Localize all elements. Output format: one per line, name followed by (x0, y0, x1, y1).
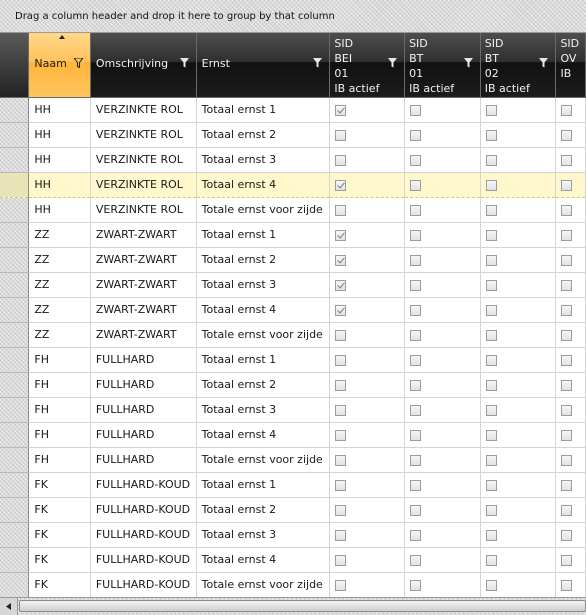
ib-actief-checkbox[interactable] (335, 380, 346, 391)
cell-ib-actief (480, 97, 556, 122)
column-header-sid-bei-01[interactable] (330, 33, 405, 97)
ib-actief-checkbox[interactable] (561, 505, 572, 516)
ib-actief-checkbox[interactable] (561, 255, 572, 266)
cell-ernst[interactable]: Totaal ernst 1 (196, 97, 330, 122)
scrollbar-thumb[interactable] (19, 600, 586, 612)
ib-actief-checkbox[interactable] (561, 155, 572, 166)
table-row[interactable] (0, 422, 586, 447)
cell-ernst[interactable]: Totaal ernst 4 (196, 422, 330, 447)
ib-actief-checkbox[interactable] (561, 105, 572, 116)
column-header-sid-bt-01[interactable] (405, 33, 481, 97)
ib-actief-checkbox[interactable] (410, 105, 421, 116)
ib-actief-checkbox[interactable] (486, 555, 497, 566)
row-indicator[interactable] (0, 572, 29, 597)
cell-omschrijving[interactable]: VERZINKTE ROL (90, 147, 196, 172)
cell-naam[interactable]: HH (29, 97, 90, 122)
cell-naam[interactable]: ZZ (29, 272, 90, 297)
row-indicator[interactable] (0, 422, 29, 447)
cell-naam[interactable]: FK (29, 497, 90, 522)
ib-actief-checkbox[interactable] (561, 355, 572, 366)
scroll-left-button[interactable] (0, 598, 18, 615)
cell-ernst[interactable]: Totaal ernst 2 (196, 122, 330, 147)
cell-ib-actief (556, 147, 586, 172)
ib-actief-checkbox[interactable] (335, 580, 346, 591)
table-row[interactable] (0, 247, 586, 272)
cell-omschrijving[interactable]: FULLHARD-KOUD (90, 472, 196, 497)
cell-ib-actief (556, 222, 586, 247)
ib-actief-checkbox[interactable] (335, 205, 346, 216)
table-row[interactable] (0, 347, 586, 372)
cell-omschrijving[interactable]: ZWART-ZWART (90, 297, 196, 322)
ib-actief-checkbox[interactable] (410, 255, 421, 266)
ib-actief-checkbox[interactable] (410, 155, 421, 166)
cell-ib-actief (480, 447, 556, 472)
table-row[interactable] (0, 497, 586, 522)
ib-actief-checkbox[interactable] (561, 430, 572, 441)
ib-actief-checkbox[interactable] (335, 455, 346, 466)
cell-omschrijving[interactable]: FULLHARD-KOUD (90, 572, 196, 597)
ib-actief-checkbox[interactable] (561, 380, 572, 391)
cell-naam[interactable]: HH (29, 122, 90, 147)
cell-ib-actief (330, 147, 405, 172)
row-indicator[interactable] (0, 447, 29, 472)
ib-actief-checkbox[interactable] (335, 355, 346, 366)
table-row[interactable] (0, 397, 586, 422)
cell-ib-actief (405, 297, 481, 322)
cell-ib-actief (330, 397, 405, 422)
cell-ib-actief (556, 122, 586, 147)
ib-actief-checkbox[interactable] (335, 405, 346, 416)
ib-actief-checkbox[interactable] (486, 105, 497, 116)
cell-ib-actief (480, 272, 556, 297)
ib-actief-checkbox[interactable] (486, 330, 497, 341)
ib-actief-checkbox[interactable] (410, 205, 421, 216)
cell-ib-actief (405, 397, 481, 422)
header-row (0, 33, 586, 97)
cell-ib-actief (556, 347, 586, 372)
cell-naam[interactable]: ZZ (29, 222, 90, 247)
cell-ib-actief (330, 472, 405, 497)
row-indicator[interactable] (0, 247, 29, 272)
row-indicator[interactable] (0, 497, 29, 522)
ib-actief-checkbox[interactable] (335, 255, 346, 266)
ib-actief-checkbox[interactable] (561, 305, 572, 316)
cell-ernst[interactable]: Totale ernst voor zijde (196, 197, 330, 222)
column-header-ernst[interactable] (196, 33, 330, 97)
cell-omschrijving[interactable]: FULLHARD-KOUD (90, 497, 196, 522)
table-row[interactable] (0, 372, 586, 397)
row-indicator[interactable] (0, 197, 29, 222)
cell-omschrijving[interactable]: FULLHARD (90, 397, 196, 422)
cell-ernst[interactable]: Totale ernst voor zijde (196, 572, 330, 597)
row-indicator[interactable] (0, 97, 29, 122)
cell-ib-actief (480, 147, 556, 172)
cell-naam[interactable]: FK (29, 472, 90, 497)
cell-naam[interactable]: HH (29, 172, 90, 197)
cell-ib-actief (556, 172, 586, 197)
ib-actief-checkbox[interactable] (335, 330, 346, 341)
horizontal-scrollbar[interactable] (0, 597, 586, 615)
cell-ernst[interactable]: Totaal ernst 3 (196, 522, 330, 547)
cell-ib-actief (405, 122, 481, 147)
ib-actief-checkbox[interactable] (561, 180, 572, 191)
table-row[interactable] (0, 197, 586, 222)
cell-omschrijving[interactable]: FULLHARD (90, 347, 196, 372)
row-indicator[interactable] (0, 222, 29, 247)
ib-actief-checkbox[interactable] (561, 130, 572, 141)
ib-actief-checkbox[interactable] (410, 355, 421, 366)
group-by-panel[interactable] (0, 0, 586, 33)
ib-actief-checkbox[interactable] (335, 180, 346, 191)
row-indicator-header (0, 33, 29, 97)
cell-ib-actief (405, 222, 481, 247)
cell-ib-actief (556, 372, 586, 397)
ib-actief-checkbox[interactable] (410, 180, 421, 191)
table-row[interactable] (0, 472, 586, 497)
ib-actief-checkbox[interactable] (486, 205, 497, 216)
cell-ib-actief (405, 522, 481, 547)
ib-actief-checkbox[interactable] (335, 155, 346, 166)
ib-actief-checkbox[interactable] (410, 305, 421, 316)
table-row[interactable] (0, 272, 586, 297)
table-row[interactable] (0, 547, 586, 572)
cell-naam[interactable]: ZZ (29, 322, 90, 347)
ib-actief-checkbox[interactable] (410, 380, 421, 391)
cell-ib-actief (556, 572, 586, 597)
cell-ib-actief (330, 422, 405, 447)
cell-ib-actief (330, 272, 405, 297)
cell-ib-actief (480, 197, 556, 222)
ib-actief-checkbox[interactable] (561, 280, 572, 291)
cell-omschrijving[interactable]: FULLHARD (90, 372, 196, 397)
ib-actief-checkbox[interactable] (561, 205, 572, 216)
cell-naam[interactable]: FH (29, 422, 90, 447)
cell-ernst[interactable]: Totaal ernst 3 (196, 147, 330, 172)
ib-actief-checkbox[interactable] (410, 555, 421, 566)
ib-actief-checkbox[interactable] (561, 230, 572, 241)
ib-actief-checkbox[interactable] (486, 255, 497, 266)
ib-actief-checkbox[interactable] (410, 505, 421, 516)
cell-ib-actief (480, 322, 556, 347)
cell-ib-actief (480, 522, 556, 547)
cell-ib-actief (480, 172, 556, 197)
table-row[interactable] (0, 322, 586, 347)
cell-omschrijving[interactable]: VERZINKTE ROL (90, 97, 196, 122)
cell-ib-actief (556, 447, 586, 472)
table-row[interactable] (0, 172, 586, 197)
cell-ib-actief (556, 247, 586, 272)
ib-actief-checkbox[interactable] (410, 405, 421, 416)
filter-funnel-icon[interactable] (180, 58, 189, 68)
column-header-sid-bt-02[interactable] (480, 33, 556, 97)
cell-naam[interactable]: FH (29, 447, 90, 472)
cell-ib-actief (556, 547, 586, 572)
cell-ib-actief (405, 422, 481, 447)
ib-actief-checkbox[interactable] (335, 480, 346, 491)
cell-naam[interactable]: FK (29, 522, 90, 547)
ib-actief-checkbox[interactable] (486, 180, 497, 191)
column-header-label: Omschrijving (95, 57, 169, 70)
cell-ib-actief (330, 297, 405, 322)
row-indicator[interactable] (0, 472, 29, 497)
cell-omschrijving[interactable]: FULLHARD-KOUD (90, 547, 196, 572)
ib-actief-checkbox[interactable] (486, 305, 497, 316)
ib-actief-checkbox[interactable] (410, 280, 421, 291)
cell-naam[interactable]: FH (29, 372, 90, 397)
row-indicator[interactable] (0, 347, 29, 372)
cell-ernst[interactable]: Totaal ernst 2 (196, 247, 330, 272)
ib-actief-checkbox[interactable] (486, 580, 497, 591)
column-header-omschrijving[interactable] (90, 33, 196, 97)
cell-omschrijving[interactable]: ZWART-ZWART (90, 272, 196, 297)
scroll-left-arrow-icon (6, 603, 11, 610)
ib-actief-checkbox[interactable] (410, 455, 421, 466)
cell-ib-actief (480, 422, 556, 447)
cell-ernst[interactable]: Totaal ernst 3 (196, 397, 330, 422)
ib-actief-checkbox[interactable] (486, 405, 497, 416)
table-row[interactable] (0, 522, 586, 547)
grid-table (0, 33, 586, 597)
cell-naam[interactable]: FK (29, 547, 90, 572)
group-by-hint: Drag a column header and drop it here to group by that column (15, 11, 335, 22)
ib-actief-checkbox[interactable] (486, 530, 497, 541)
cell-ib-actief (556, 397, 586, 422)
cell-ib-actief (480, 347, 556, 372)
ib-actief-checkbox[interactable] (410, 480, 421, 491)
ib-actief-checkbox[interactable] (410, 580, 421, 591)
cell-ib-actief (330, 322, 405, 347)
cell-ib-actief (480, 572, 556, 597)
cell-ib-actief (405, 447, 481, 472)
row-indicator[interactable] (0, 397, 29, 422)
cell-ib-actief (405, 572, 481, 597)
table-row[interactable] (0, 297, 586, 322)
ib-actief-checkbox[interactable] (335, 505, 346, 516)
ib-actief-checkbox[interactable] (335, 305, 346, 316)
cell-ib-actief (405, 322, 481, 347)
column-header-sid-ov[interactable] (556, 33, 586, 97)
cell-naam[interactable]: HH (29, 147, 90, 172)
cell-ib-actief (405, 97, 481, 122)
ib-actief-checkbox[interactable] (486, 430, 497, 441)
column-header-label: SID BT 01 IB actief (409, 37, 455, 95)
cell-ernst[interactable]: Totaal ernst 1 (196, 347, 330, 372)
table-row[interactable] (0, 97, 586, 122)
cell-ib-actief (405, 497, 481, 522)
ib-actief-checkbox[interactable] (410, 230, 421, 241)
cell-ib-actief (480, 397, 556, 422)
cell-ib-actief (480, 222, 556, 247)
cell-ernst[interactable]: Totaal ernst 4 (196, 172, 330, 197)
cell-omschrijving[interactable]: FULLHARD (90, 422, 196, 447)
cell-ernst[interactable]: Totale ernst voor zijde (196, 447, 330, 472)
cell-ib-actief (330, 122, 405, 147)
cell-ib-actief (330, 347, 405, 372)
sort-ascending-icon (59, 35, 65, 39)
filter-funnel-icon[interactable] (74, 58, 83, 68)
cell-ernst[interactable]: Totaal ernst 1 (196, 222, 330, 247)
cell-ib-actief (405, 547, 481, 572)
cell-ib-actief (330, 447, 405, 472)
cell-ernst[interactable]: Totaal ernst 4 (196, 547, 330, 572)
table-row[interactable] (0, 572, 586, 597)
row-indicator[interactable] (0, 322, 29, 347)
ib-actief-checkbox[interactable] (486, 380, 497, 391)
cell-omschrijving[interactable]: ZWART-ZWART (90, 247, 196, 272)
column-header-label: SID OV IB (560, 37, 580, 80)
ib-actief-checkbox[interactable] (561, 580, 572, 591)
ib-actief-checkbox[interactable] (561, 330, 572, 341)
ib-actief-checkbox[interactable] (335, 230, 346, 241)
cell-ib-actief (330, 247, 405, 272)
row-indicator[interactable] (0, 122, 29, 147)
cell-ib-actief (556, 497, 586, 522)
row-indicator[interactable] (0, 547, 29, 572)
ib-actief-checkbox[interactable] (486, 505, 497, 516)
cell-naam[interactable]: ZZ (29, 247, 90, 272)
ib-actief-checkbox[interactable] (410, 430, 421, 441)
cell-omschrijving[interactable]: VERZINKTE ROL (90, 122, 196, 147)
cell-ib-actief (330, 197, 405, 222)
data-grid (0, 33, 586, 597)
ib-actief-checkbox[interactable] (561, 455, 572, 466)
cell-ib-actief (480, 497, 556, 522)
column-header-label: Ernst (201, 57, 230, 70)
cell-ernst[interactable]: Totaal ernst 4 (196, 297, 330, 322)
ib-actief-checkbox[interactable] (486, 480, 497, 491)
cell-naam[interactable]: FH (29, 347, 90, 372)
cell-ib-actief (405, 197, 481, 222)
cell-naam[interactable]: FK (29, 572, 90, 597)
cell-ib-actief (480, 372, 556, 397)
ib-actief-checkbox[interactable] (410, 130, 421, 141)
cell-omschrijving[interactable]: FULLHARD-KOUD (90, 522, 196, 547)
cell-ib-actief (330, 572, 405, 597)
cell-omschrijving[interactable]: VERZINKTE ROL (90, 172, 196, 197)
cell-ib-actief (330, 372, 405, 397)
cell-ib-actief (405, 372, 481, 397)
cell-ernst[interactable]: Totaal ernst 2 (196, 497, 330, 522)
cell-ernst[interactable]: Totale ernst voor zijde (196, 322, 330, 347)
cell-ib-actief (556, 522, 586, 547)
cell-ib-actief (556, 272, 586, 297)
cell-ib-actief (330, 172, 405, 197)
ib-actief-checkbox[interactable] (335, 530, 346, 541)
cell-ib-actief (405, 272, 481, 297)
cell-ib-actief (330, 547, 405, 572)
cell-naam[interactable]: ZZ (29, 297, 90, 322)
ib-actief-checkbox[interactable] (561, 555, 572, 566)
cell-ib-actief (480, 297, 556, 322)
cell-ib-actief (556, 297, 586, 322)
column-header-label: SID BEI 01 IB actief (334, 37, 380, 95)
cell-naam[interactable]: HH (29, 197, 90, 222)
ib-actief-checkbox[interactable] (486, 230, 497, 241)
cell-ib-actief (405, 347, 481, 372)
cell-ib-actief (405, 247, 481, 272)
cell-ib-actief (405, 147, 481, 172)
cell-ernst[interactable]: Totaal ernst 1 (196, 472, 330, 497)
cell-ib-actief (556, 472, 586, 497)
cell-omschrijving[interactable]: ZWART-ZWART (90, 222, 196, 247)
table-row[interactable] (0, 222, 586, 247)
cell-ib-actief (556, 97, 586, 122)
table-row[interactable] (0, 447, 586, 472)
row-indicator[interactable] (0, 147, 29, 172)
filter-funnel-icon[interactable] (539, 58, 548, 68)
ib-actief-checkbox[interactable] (486, 130, 497, 141)
cell-ib-actief (330, 97, 405, 122)
row-indicator[interactable] (0, 372, 29, 397)
cell-ib-actief (556, 322, 586, 347)
ib-actief-checkbox[interactable] (486, 355, 497, 366)
cell-ib-actief (405, 172, 481, 197)
ib-actief-checkbox[interactable] (335, 430, 346, 441)
cell-ib-actief (556, 422, 586, 447)
cell-ib-actief (330, 222, 405, 247)
grid-body (0, 97, 586, 597)
ib-actief-checkbox[interactable] (486, 455, 497, 466)
row-indicator[interactable] (0, 272, 29, 297)
ib-actief-checkbox[interactable] (335, 105, 346, 116)
cell-ib-actief (405, 472, 481, 497)
column-header-label: Naam (34, 57, 67, 70)
table-row[interactable] (0, 147, 586, 172)
ib-actief-checkbox[interactable] (486, 155, 497, 166)
ib-actief-checkbox[interactable] (561, 530, 572, 541)
column-header-label: SID BT 02 IB actief (484, 37, 530, 95)
ib-actief-checkbox[interactable] (410, 330, 421, 341)
ib-actief-checkbox[interactable] (335, 130, 346, 141)
cell-ernst[interactable]: Totaal ernst 3 (196, 272, 330, 297)
column-header-naam[interactable] (29, 33, 90, 97)
cell-ib-actief (480, 472, 556, 497)
ib-actief-checkbox[interactable] (561, 480, 572, 491)
cell-ib-actief (480, 122, 556, 147)
ib-actief-checkbox[interactable] (486, 280, 497, 291)
ib-actief-checkbox[interactable] (561, 405, 572, 416)
cell-naam[interactable]: FH (29, 397, 90, 422)
cell-ib-actief (480, 547, 556, 572)
ib-actief-checkbox[interactable] (335, 280, 346, 291)
row-indicator[interactable] (0, 297, 29, 322)
filter-funnel-icon[interactable] (464, 58, 473, 68)
cell-ib-actief (480, 247, 556, 272)
filter-funnel-icon[interactable] (388, 58, 397, 68)
cell-ernst[interactable]: Totaal ernst 2 (196, 372, 330, 397)
cell-omschrijving[interactable]: ZWART-ZWART (90, 322, 196, 347)
ib-actief-checkbox[interactable] (335, 555, 346, 566)
cell-ib-actief (330, 522, 405, 547)
cell-ib-actief (556, 197, 586, 222)
row-indicator[interactable] (0, 172, 29, 197)
cell-ib-actief (330, 497, 405, 522)
filter-funnel-icon[interactable] (313, 58, 322, 68)
ib-actief-checkbox[interactable] (410, 530, 421, 541)
table-row[interactable] (0, 122, 586, 147)
row-indicator[interactable] (0, 522, 29, 547)
cell-omschrijving[interactable]: VERZINKTE ROL (90, 197, 196, 222)
cell-omschrijving[interactable]: FULLHARD (90, 447, 196, 472)
